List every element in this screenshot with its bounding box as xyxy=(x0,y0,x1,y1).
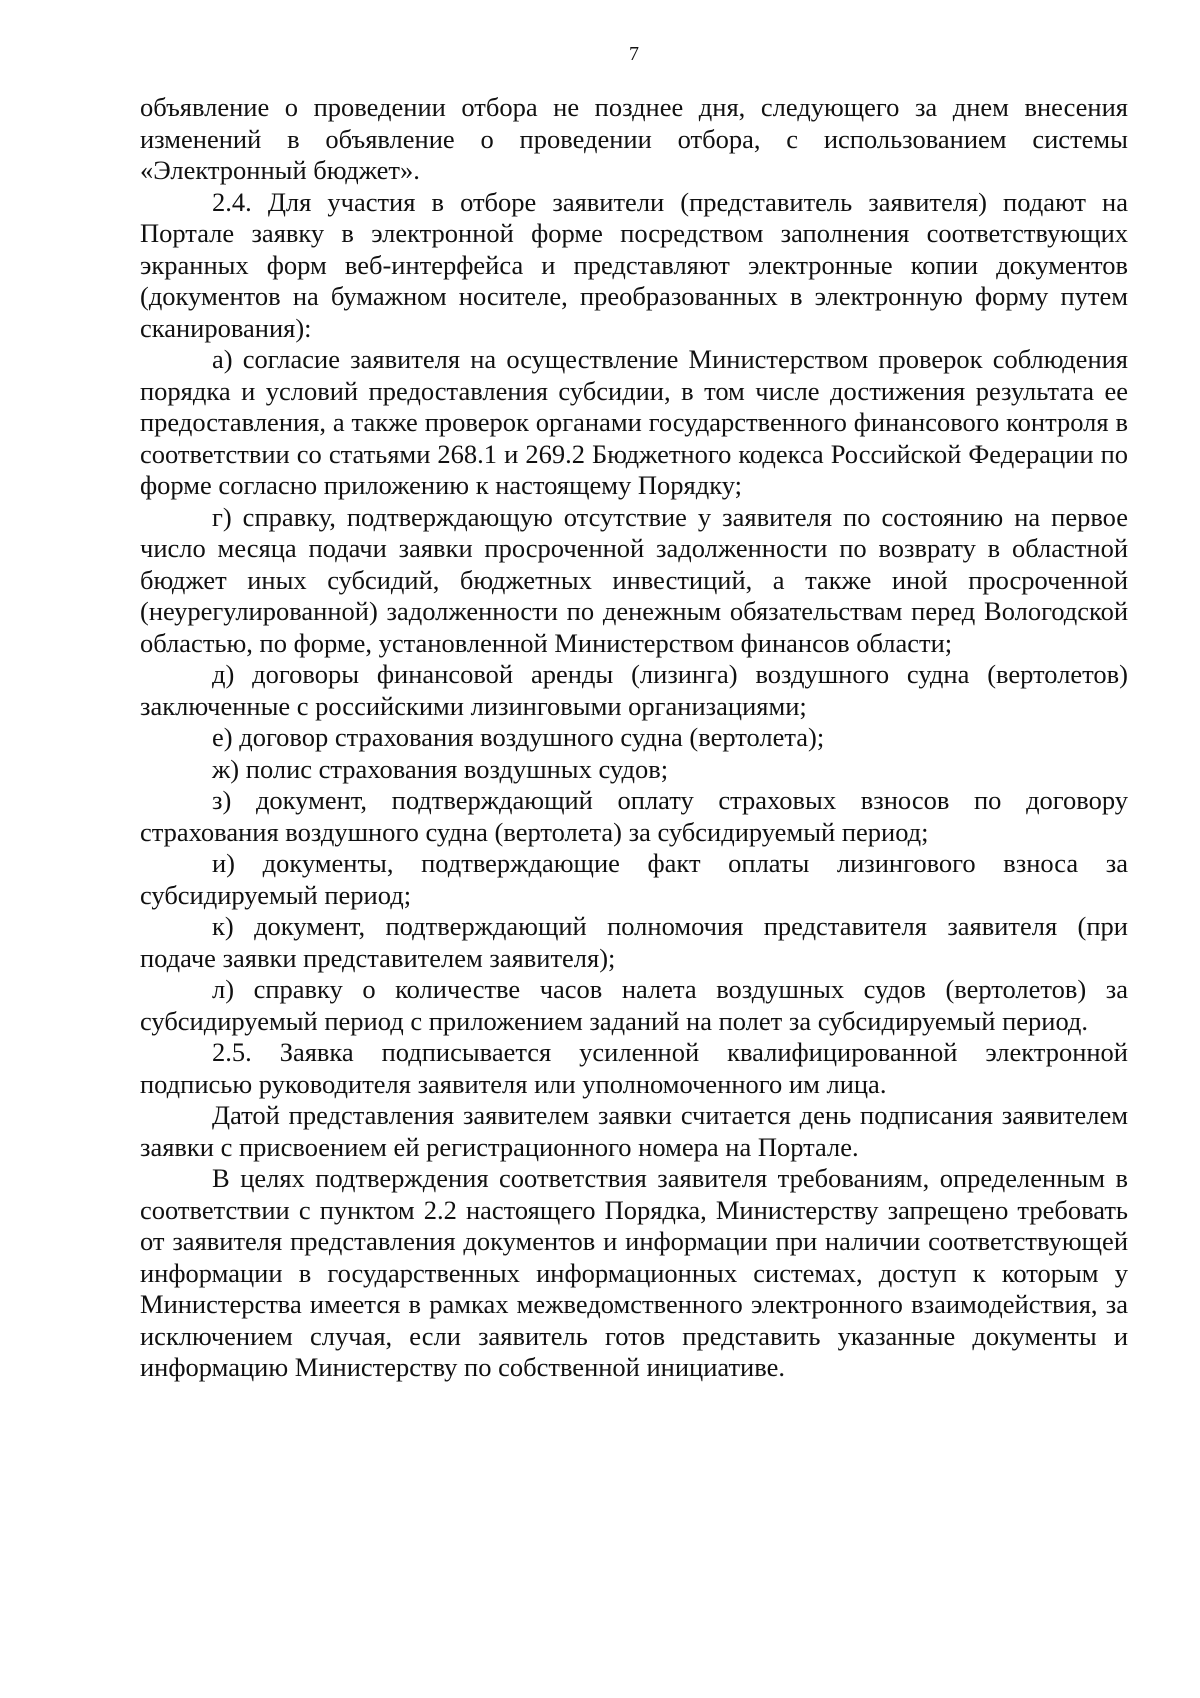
paragraph-item-a: а) согласие заявителя на осуществление Министерством проверок соблюдения порядка и условий предоставления субсидии, в том числе достижения результата ее предоставления, а также проверок органами государственного финансового контроля в соответствии со статьями 268.1 и 269.2 Бюджетного кодекса Российской Федерации по форме согласно приложению к настоящему Порядку; xyxy=(140,344,1128,500)
document-page xyxy=(140,0,1128,1698)
paragraph-requirements: В целях подтверждения соответствия заявителя требованиям, определенным в соответствии с пунктом 2.2 настоящего Порядка, Министерству запрещено требовать от заявителя представления документов и информации при наличии соответствующей информации в государственных информационных системах, доступ к которым у Министерства имеется в рамках межведомственного электронного взаимодействия, за исключением случая, если заявитель готов представить указанные документы и информацию Министерству по собственной инициативе. xyxy=(140,1163,1128,1382)
paragraph-item-l: л) справку о количестве часов налета воздушных судов (вертолетов) за субсидируемый период с приложением заданий на полет за субсидируемый период. xyxy=(140,974,1128,1036)
paragraph-item-i: и) документы, подтверждающие факт оплаты лизингового взноса за субсидируемый период; xyxy=(140,848,1128,910)
paragraph-continuation: объявление о проведении отбора не позднее дня, следующего за днем внесения изменений в объявление о проведении отбора, с использованием системы «Электронный бюджет». xyxy=(140,92,1128,185)
paragraph-submission-date: Датой представления заявителем заявки считается день подписания заявителем заявки с присвоением ей регистрационного номера на Портале. xyxy=(140,1100,1128,1162)
paragraph-item-z: з) документ, подтверждающий оплату страховых взносов по договору страхования воздушного судна (вертолета) за субсидируемый период; xyxy=(140,785,1128,847)
paragraph-section-2-5: 2.5. Заявка подписывается усиленной квалифицированной электронной подписью руководителя заявителя или уполномоченного им лица. xyxy=(140,1037,1128,1099)
document-body xyxy=(140,92,1128,1384)
paragraph-section-2-4: 2.4. Для участия в отборе заявители (представитель заявителя) подают на Портале заявку в электронной форме посредством заполнения соответствующих экранных форм веб-интерфейса и представляют электронные копии документов (документов на бумажном носителе, преобразованных в электронную форму путем сканирования): xyxy=(140,186,1128,343)
paragraph-item-d: д) договоры финансовой аренды (лизинга) воздушного судна (вертолетов) заключенные с российскими лизинговыми организациями; xyxy=(140,659,1128,721)
page-number: 7 xyxy=(629,43,639,65)
paragraph-item-zh: ж) полис страхования воздушных судов; xyxy=(212,753,669,784)
paragraph-item-e: е) договор страхования воздушного судна (вертолета); xyxy=(212,722,825,752)
paragraph-item-g: г) справку, подтверждающую отсутствие у заявителя по состоянию на первое число месяца подачи заявки просроченной задолженности по возврату в областной бюджет иных субсидий, бюджетных инвестиций, а также иной просроченной (неурегулированной) задолженности по денежным обязательствам перед Вологодской областью, по форме, установленной Министерством финансов области; xyxy=(140,501,1128,658)
paragraph-item-k: к) документ, подтверждающий полномочия представителя заявителя (при подаче заявки представителем заявителя); xyxy=(140,911,1128,973)
